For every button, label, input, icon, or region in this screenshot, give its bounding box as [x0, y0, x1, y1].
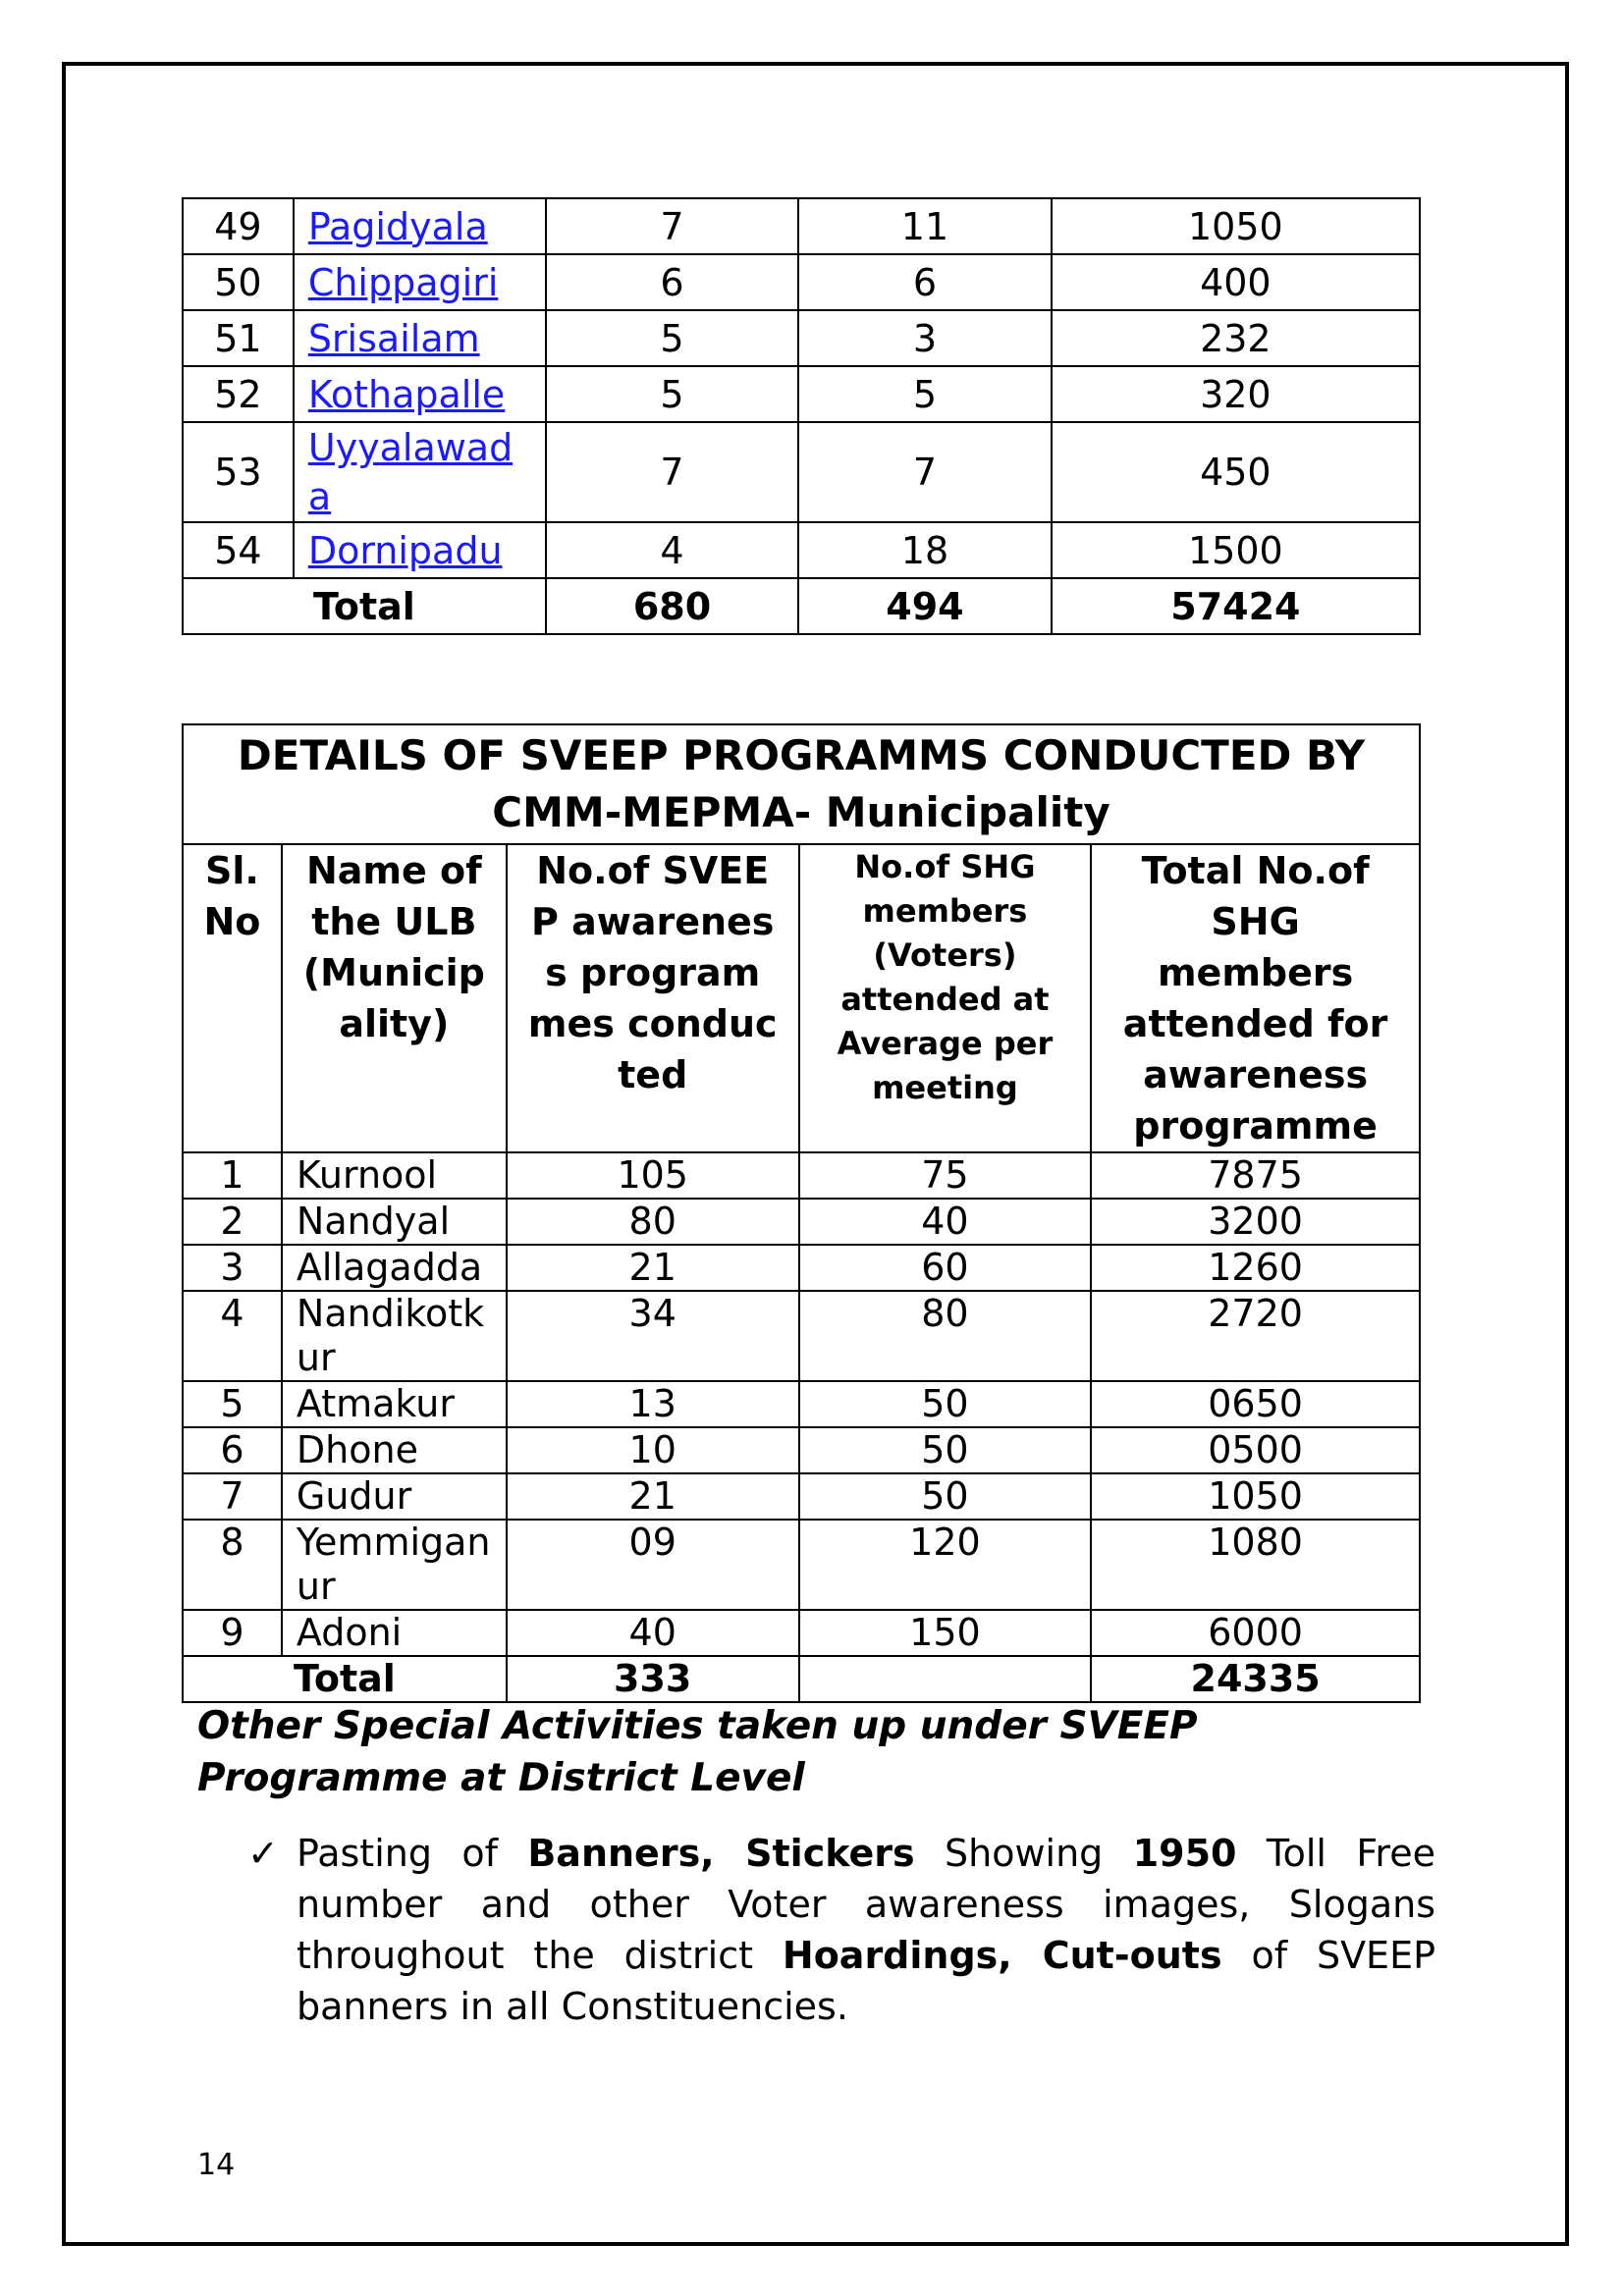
- sl-no: 2: [183, 1199, 282, 1245]
- village-link[interactable]: Kothapalle: [307, 372, 506, 416]
- programmes-count: 10: [507, 1427, 799, 1473]
- table-row: [183, 1245, 1420, 1291]
- table-cell: 232: [1052, 310, 1420, 366]
- total-average: [799, 1656, 1092, 1702]
- table-row: [183, 522, 1420, 578]
- table-cell: 7: [798, 422, 1051, 522]
- total-attendance: 6000: [1091, 1610, 1420, 1656]
- table-cell: 450: [1052, 422, 1420, 522]
- village-link[interactable]: Chippagiri: [307, 260, 499, 304]
- ulb-name: Atmakur: [282, 1381, 507, 1427]
- total-cell: 57424: [1052, 578, 1420, 634]
- table-cell: 7: [546, 422, 798, 522]
- average-attendance: 50: [799, 1381, 1092, 1427]
- programmes-count: 40: [507, 1610, 799, 1656]
- ulb-name: Allagadda: [282, 1245, 507, 1291]
- sl-no: 3: [183, 1245, 282, 1291]
- table-cell: 400: [1052, 254, 1420, 310]
- total-row: [183, 1656, 1420, 1702]
- table-row: [183, 254, 1420, 310]
- programmes-count: 21: [507, 1473, 799, 1520]
- programmes-count: 34: [507, 1291, 799, 1381]
- ulb-name: Yemmiganur: [282, 1520, 507, 1610]
- total-cell: 680: [546, 578, 798, 634]
- total-label: Total: [183, 578, 546, 634]
- ulb-name: Gudur: [282, 1473, 507, 1520]
- activity-text: [297, 1828, 1435, 2032]
- programmes-count: 21: [507, 1245, 799, 1291]
- village-name-cell: [294, 422, 546, 522]
- total-attendance: 0650: [1091, 1381, 1420, 1427]
- text-run: Pasting of: [297, 1832, 528, 1875]
- bold-run: Banners, Stickers: [527, 1832, 915, 1875]
- village-name-cell: [294, 366, 546, 422]
- column-header-name: Name of the ULB(Municipality): [282, 844, 507, 1152]
- sl-no: 52: [183, 366, 294, 422]
- village-link[interactable]: Pagidyala: [307, 204, 488, 248]
- sl-no: 49: [183, 198, 294, 254]
- programmes-count: 80: [507, 1199, 799, 1245]
- table-cell: 1500: [1052, 522, 1420, 578]
- sl-no: 54: [183, 522, 294, 578]
- total-row: [183, 578, 1420, 634]
- table-row: [183, 1473, 1420, 1520]
- table-cell: 11: [798, 198, 1051, 254]
- village-awareness-table: [182, 197, 1421, 635]
- average-attendance: 50: [799, 1473, 1092, 1520]
- bold-run: Hoardings, Cut-outs: [782, 1934, 1222, 1977]
- total-attendance: 1050: [1091, 1473, 1420, 1520]
- village-name-cell: [294, 198, 546, 254]
- table-row: [183, 1152, 1420, 1199]
- average-attendance: 75: [799, 1152, 1092, 1199]
- table-row: [183, 1427, 1420, 1473]
- table-cell: 1050: [1052, 198, 1420, 254]
- sl-no: 5: [183, 1381, 282, 1427]
- table-cell: 320: [1052, 366, 1420, 422]
- ulb-name: Dhone: [282, 1427, 507, 1473]
- table-cell: 5: [798, 366, 1051, 422]
- programmes-count: 13: [507, 1381, 799, 1427]
- total-programmes: 333: [507, 1656, 799, 1702]
- average-attendance: 40: [799, 1199, 1092, 1245]
- sl-no: 6: [183, 1427, 282, 1473]
- column-header-average: No.of SHG members (Voters) attended at Average per meeting: [799, 844, 1092, 1152]
- ulb-name: Adoni: [282, 1610, 507, 1656]
- average-attendance: 80: [799, 1291, 1092, 1381]
- ulb-name: Nandyal: [282, 1199, 507, 1245]
- text-run: Toll Free number and other Voter awareness images, Slogans throughout the district: [297, 1832, 1435, 1977]
- average-attendance: 120: [799, 1520, 1092, 1610]
- total-attendance: 0500: [1091, 1427, 1420, 1473]
- table-title: DETAILS OF SVEEP PROGRAMMS CONDUCTED BY CMM-MEPMA- Municipality: [183, 724, 1420, 844]
- table-cell: 3: [798, 310, 1051, 366]
- village-link[interactable]: Dornipadu: [307, 528, 503, 572]
- table-row: [183, 422, 1420, 522]
- programmes-count: 105: [507, 1152, 799, 1199]
- activities-heading: Other Special Activities taken up under SVEEP Programme at District Level: [197, 1704, 1198, 1800]
- table-cell: 6: [546, 254, 798, 310]
- activity-list-item: [247, 1828, 1435, 2032]
- total-attendance: 7875: [1091, 1152, 1420, 1199]
- bold-run: 1950: [1132, 1832, 1237, 1875]
- table-row: [183, 1381, 1420, 1427]
- text-run: of SVEEP banners in all Constituencies.: [297, 1934, 1435, 2028]
- total-cell: 494: [798, 578, 1051, 634]
- village-name-cell: [294, 254, 546, 310]
- sl-no: 9: [183, 1610, 282, 1656]
- total-attendance: 2720: [1091, 1291, 1420, 1381]
- total-attendance: 24335: [1091, 1656, 1420, 1702]
- sveep-programmes-table: [182, 723, 1421, 1703]
- table-cell: 4: [546, 522, 798, 578]
- table-row: [183, 198, 1420, 254]
- table-row: [183, 366, 1420, 422]
- page-number: 14: [197, 2148, 236, 2182]
- total-attendance: 3200: [1091, 1199, 1420, 1245]
- column-header-programmes: No.of SVEEP awareness programmes conducted: [507, 844, 799, 1152]
- sl-no: 51: [183, 310, 294, 366]
- text-run: Showing: [914, 1832, 1133, 1875]
- table-header-row: [183, 844, 1420, 1152]
- table-row: [183, 1610, 1420, 1656]
- programmes-count: 09: [507, 1520, 799, 1610]
- total-label: Total: [183, 1656, 507, 1702]
- village-name-cell: [294, 310, 546, 366]
- sl-no: 8: [183, 1520, 282, 1610]
- sl-no: 53: [183, 422, 294, 522]
- column-header-total: Total No.of SHG members attended for awareness programme: [1091, 844, 1420, 1152]
- table-cell: 18: [798, 522, 1051, 578]
- table-title-row: [183, 724, 1420, 844]
- table-cell: 5: [546, 310, 798, 366]
- sl-no: 50: [183, 254, 294, 310]
- average-attendance: 60: [799, 1245, 1092, 1291]
- table-cell: 6: [798, 254, 1051, 310]
- average-attendance: 50: [799, 1427, 1092, 1473]
- column-header-sl: Sl. No: [183, 844, 282, 1152]
- village-name-cell: [294, 522, 546, 578]
- table-row: [183, 1199, 1420, 1245]
- table-row: [183, 1520, 1420, 1610]
- village-link[interactable]: Uyyalawada: [307, 426, 514, 518]
- average-attendance: 150: [799, 1610, 1092, 1656]
- total-attendance: 1080: [1091, 1520, 1420, 1610]
- table-cell: 7: [546, 198, 798, 254]
- sl-no: 7: [183, 1473, 282, 1520]
- table-row: [183, 1291, 1420, 1381]
- ulb-name: Kurnool: [282, 1152, 507, 1199]
- table-row: [183, 310, 1420, 366]
- sl-no: 1: [183, 1152, 282, 1199]
- total-attendance: 1260: [1091, 1245, 1420, 1291]
- sl-no: 4: [183, 1291, 282, 1381]
- check-icon: ✓: [247, 1832, 279, 1875]
- ulb-name: Nandikotkur: [282, 1291, 507, 1381]
- village-link[interactable]: Srisailam: [307, 316, 480, 360]
- table-cell: 5: [546, 366, 798, 422]
